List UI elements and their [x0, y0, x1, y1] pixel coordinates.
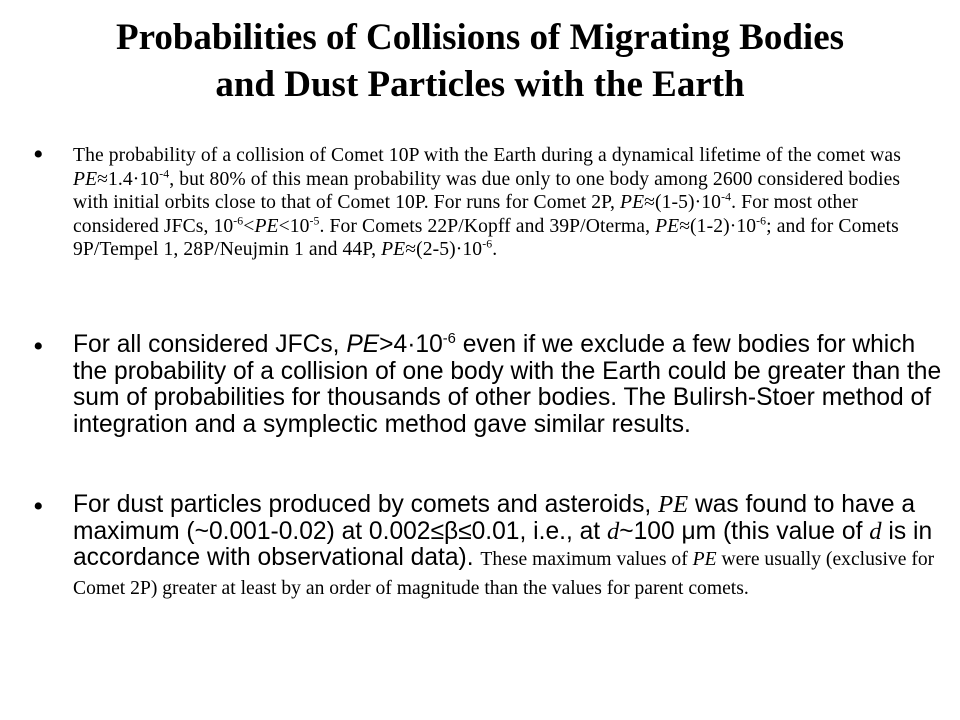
slide-title	[40, 14, 920, 108]
text-run: was found to have a maximum (~0.001-0.02) at 0.002≤β≤0.01, i.e., at	[73, 491, 916, 545]
pe-symbol: PE	[254, 215, 279, 237]
pe-symbol: PE	[73, 168, 98, 190]
bullet-text	[73, 332, 943, 438]
text-run: ≈1.4·10	[97, 168, 160, 190]
text-run: .	[492, 239, 498, 261]
pe-symbol: PE	[381, 239, 406, 261]
text-run: ; and for Comets 9P/Tempel 1, 28P/Neujmin 1 and 44P,	[73, 215, 899, 261]
bullet-icon: •	[33, 330, 44, 363]
d-symbol: d	[606, 517, 620, 545]
bullet-icon: •	[33, 490, 44, 523]
text-run: , but 80% of this mean probability was due only to one body among 2600 considered bodies with initial orbits close to that of Comet 10P. For runs for Comet 2P,	[73, 168, 901, 214]
pe-symbol: PE	[692, 549, 717, 571]
title-line-2: and Dust Particles with the Earth	[215, 64, 745, 105]
exponent: -4	[721, 190, 732, 204]
exponent: -6	[756, 214, 767, 228]
d-symbol: d	[869, 517, 882, 545]
bullet-icon: •	[33, 138, 44, 171]
exponent: -6	[442, 330, 456, 347]
text-run: For all considered JFCs,	[73, 331, 347, 358]
bullet-text	[73, 144, 923, 262]
text-run-small: were usually (exclusive for Comet 2P) greater at least by an order of magnitude than the values for parent comets.	[73, 549, 935, 599]
text-run-small: These maximum values of	[480, 549, 693, 571]
text-run: is in accordance with observational data).	[73, 517, 933, 572]
exponent: -6	[233, 214, 244, 228]
text-run: ≈(2-5)·10	[405, 239, 483, 261]
text-run: <10	[278, 215, 310, 237]
text-run: For dust particles produced by comets and asteroids,	[73, 491, 659, 518]
text-run: <	[243, 215, 255, 237]
pe-symbol: PE	[655, 215, 680, 237]
text-run: . For Comets 22P/Kopff and 39P/Oterma,	[319, 215, 656, 237]
title-line-1: Probabilities of Collisions of Migrating Bodies	[115, 17, 845, 58]
text-run: ≈(1-5)·10	[644, 192, 722, 214]
text-run: even if we exclude a few bodies for which the probability of a collision of one body with the Earth could be greater than the sum of probabilities for thousands of other bodies. The Bulirsh-Stoer method of integration and a symplectic method gave similar results.	[73, 331, 942, 438]
pe-symbol: PE	[346, 331, 380, 358]
bullet-text	[73, 492, 943, 602]
text-run: . For most other considered JFCs, 10	[73, 192, 858, 237]
exponent: -5	[309, 214, 320, 228]
pe-symbol: PE	[658, 491, 689, 518]
text-run: >4·10	[379, 331, 443, 358]
pe-symbol: PE	[620, 192, 645, 214]
text-run: The probability of a collision of Comet 10P with the Earth during a dynamical lifetime of the comet was	[73, 145, 901, 166]
text-run: ~100 μm (this value of	[619, 517, 870, 545]
exponent: -6	[482, 237, 493, 251]
text-run: ≈(1-2)·10	[679, 215, 757, 237]
exponent: -4	[159, 167, 170, 181]
